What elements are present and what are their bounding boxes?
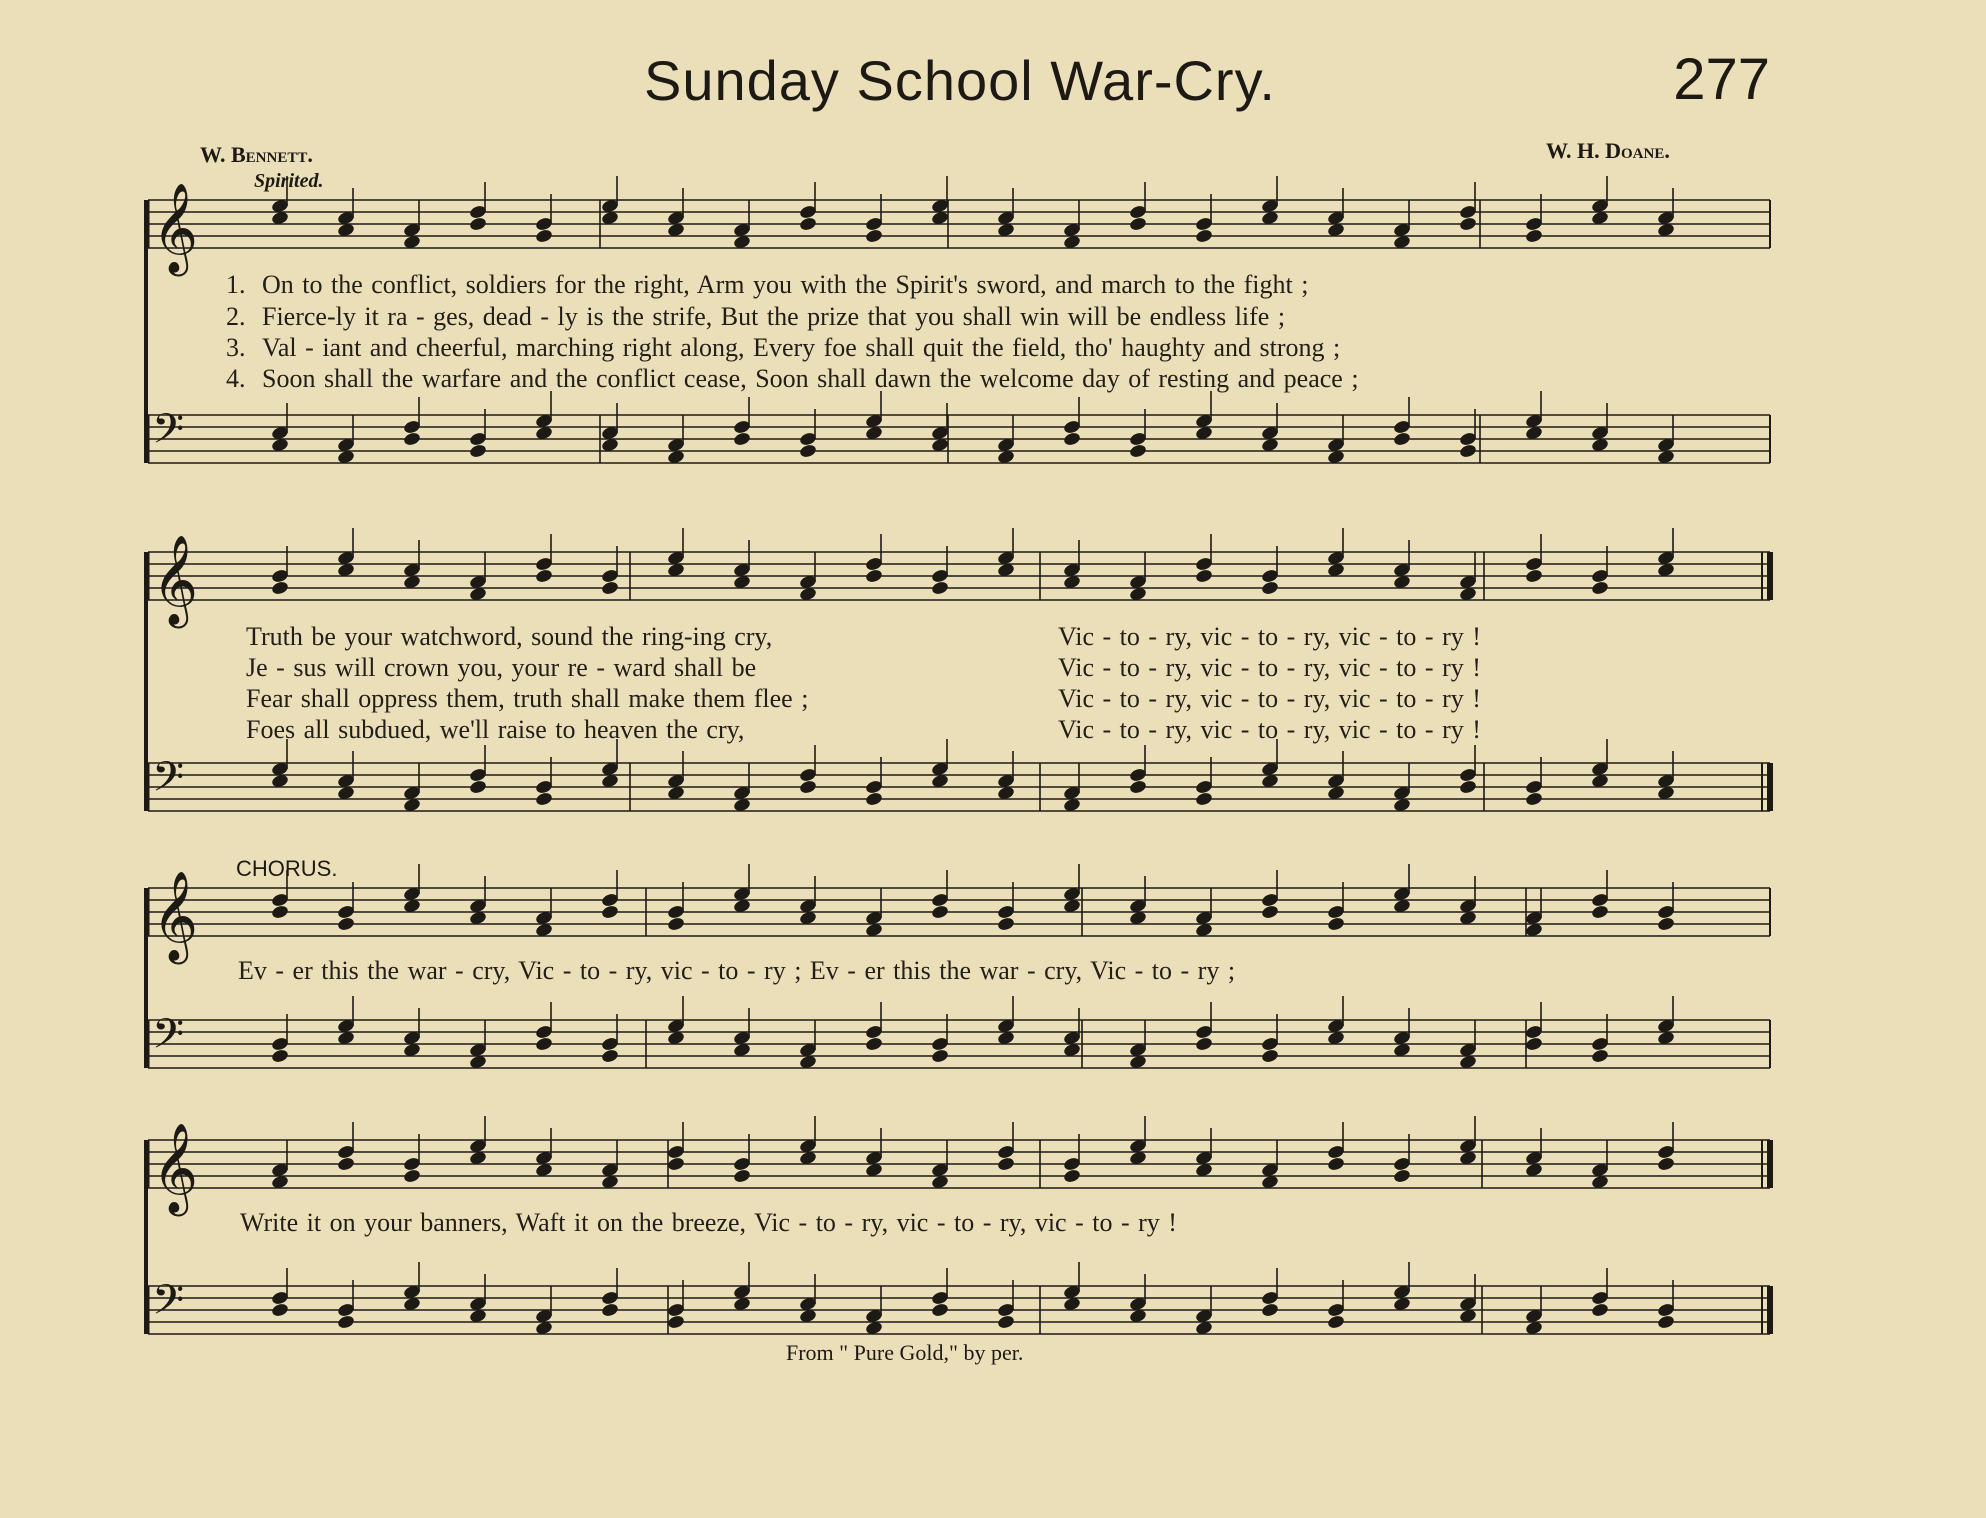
note-head <box>1459 443 1478 459</box>
bass-clef-icon: 𝄢 <box>152 753 185 811</box>
verse-line-3 <box>226 333 1340 363</box>
composer-credit: W. H. Doane. <box>1546 138 1670 163</box>
note-head <box>1129 216 1148 232</box>
note-head <box>865 791 884 807</box>
verse-line-2 <box>226 302 1285 332</box>
note-head <box>469 443 488 459</box>
note-head <box>1195 568 1214 584</box>
note-head <box>1129 779 1148 795</box>
note-head <box>1591 904 1610 920</box>
note-head <box>1459 216 1478 232</box>
note-head <box>1063 431 1082 447</box>
note-head <box>337 1156 356 1172</box>
note-head <box>535 568 554 584</box>
note-head <box>469 779 488 795</box>
verse-number: 4. <box>226 364 246 393</box>
source-credit: From " Pure Gold," by per. <box>786 1340 1024 1365</box>
note-head <box>1327 1156 1346 1172</box>
page-number: 277 <box>1673 47 1770 112</box>
victory-line-3: Vic - to - ry, vic - to - ry, vic - to - ry ! <box>1058 684 1481 713</box>
note-head <box>667 1156 686 1172</box>
note-head <box>1591 580 1610 596</box>
victory-line-1: Vic - to - ry, vic - to - ry, vic - to - ry ! <box>1058 622 1481 651</box>
note-head <box>1393 1168 1412 1184</box>
treble-clef-icon: 𝄞 <box>152 871 199 961</box>
note-head <box>403 1168 422 1184</box>
note-head <box>997 916 1016 932</box>
verse-number: 1. <box>226 270 246 299</box>
note-head <box>931 1048 950 1064</box>
note-head <box>667 916 686 932</box>
bass-clef-icon: 𝄢 <box>152 405 185 463</box>
tempo-marking: Spirited. <box>254 170 324 192</box>
lyric-text: Val - iant and cheerful, marching right along, Every foe shall quit the field, tho' haughty and strong ; <box>262 333 1341 362</box>
note-head <box>1195 1036 1214 1052</box>
note-head <box>799 216 818 232</box>
note-head <box>337 1314 356 1330</box>
note-head <box>865 1036 884 1052</box>
lyric-text: Soon shall the warfare and the conflict cease, Soon shall dawn the welcome day of resting and peace ; <box>262 364 1359 393</box>
lyric-text: Fierce-ly it ra - ges, dead - ly is the strife, But the prize that you shall win will be endless life ; <box>262 302 1286 331</box>
note-head <box>535 228 554 244</box>
note-head <box>601 580 620 596</box>
note-head <box>271 1048 290 1064</box>
note-head <box>271 1302 290 1318</box>
note-head <box>1525 1036 1544 1052</box>
note-head <box>931 904 950 920</box>
note-head <box>1261 1048 1280 1064</box>
note-head <box>1591 1302 1610 1318</box>
note-head <box>1591 1048 1610 1064</box>
note-head <box>271 580 290 596</box>
verse-refrain-2: Je - sus will crown you, your re - ward shall be <box>246 653 757 682</box>
note-head <box>997 1156 1016 1172</box>
note-head <box>1261 904 1280 920</box>
bass-clef-icon: 𝄢 <box>152 1276 185 1334</box>
note-head <box>469 216 488 232</box>
note-head <box>535 791 554 807</box>
note-head <box>1459 779 1478 795</box>
treble-clef-icon: 𝄞 <box>152 183 199 273</box>
verse-refrain-1: Truth be your watchword, sound the ring-ing cry, <box>246 622 773 651</box>
note-head <box>1657 1156 1676 1172</box>
verse-line-4 <box>226 364 1359 394</box>
note-head <box>865 228 884 244</box>
note-head <box>733 431 752 447</box>
note-head <box>1261 580 1280 596</box>
note-head <box>1525 568 1544 584</box>
chorus-line-2: Write it on your banners, Waft it on the breeze, Vic - to - ry, vic - to - ry, vic - to - ry ! <box>240 1208 1177 1237</box>
note-head <box>1393 431 1412 447</box>
note-head <box>1261 1302 1280 1318</box>
hymn-title: Sunday School War-Cry. <box>644 49 1276 112</box>
note-head <box>601 1302 620 1318</box>
note-head <box>997 1314 1016 1330</box>
note-head <box>1195 791 1214 807</box>
note-head <box>1063 1168 1082 1184</box>
note-head <box>931 580 950 596</box>
note-head <box>799 779 818 795</box>
treble-clef-icon: 𝄞 <box>152 535 199 625</box>
note-head <box>337 916 356 932</box>
chorus-label: CHORUS. <box>236 856 338 881</box>
note-head <box>1195 228 1214 244</box>
note-head <box>799 443 818 459</box>
note-head <box>601 1048 620 1064</box>
note-head <box>931 1302 950 1318</box>
treble-clef-icon: 𝄞 <box>152 1123 199 1213</box>
victory-line-2: Vic - to - ry, vic - to - ry, vic - to - ry ! <box>1058 653 1481 682</box>
verse-number: 2. <box>226 302 246 331</box>
lyricist-credit: W. Bennett. <box>200 142 313 167</box>
verse-number: 3. <box>226 333 246 362</box>
note-head <box>403 431 422 447</box>
note-head <box>1525 228 1544 244</box>
note-head <box>1657 916 1676 932</box>
victory-line-4: Vic - to - ry, vic - to - ry, vic - to - ry ! <box>1058 715 1481 744</box>
note-head <box>1657 1314 1676 1330</box>
note-head <box>1327 1314 1346 1330</box>
lyric-text: On to the conflict, soldiers for the right, Arm you with the Spirit's sword, and march to the fight ; <box>262 270 1309 299</box>
note-head <box>1525 791 1544 807</box>
bass-clef-icon: 𝄢 <box>152 1010 185 1068</box>
note-head <box>601 904 620 920</box>
verse-line-1 <box>226 270 1308 300</box>
note-head <box>535 1036 554 1052</box>
note-head <box>1129 443 1148 459</box>
verse-refrain-3: Fear shall oppress them, truth shall make them flee ; <box>246 684 809 713</box>
note-head <box>667 1314 686 1330</box>
chorus-line-1: Ev - er this the war - cry, Vic - to - ry, vic - to - ry ; Ev - er this the war - cry, Vic - to - ry ; <box>238 956 1236 985</box>
note-head <box>733 1168 752 1184</box>
note-head <box>1327 916 1346 932</box>
note-head <box>865 568 884 584</box>
verse-refrain-4: Foes all subdued, we'll raise to heaven the cry, <box>246 715 745 744</box>
note-head <box>271 904 290 920</box>
